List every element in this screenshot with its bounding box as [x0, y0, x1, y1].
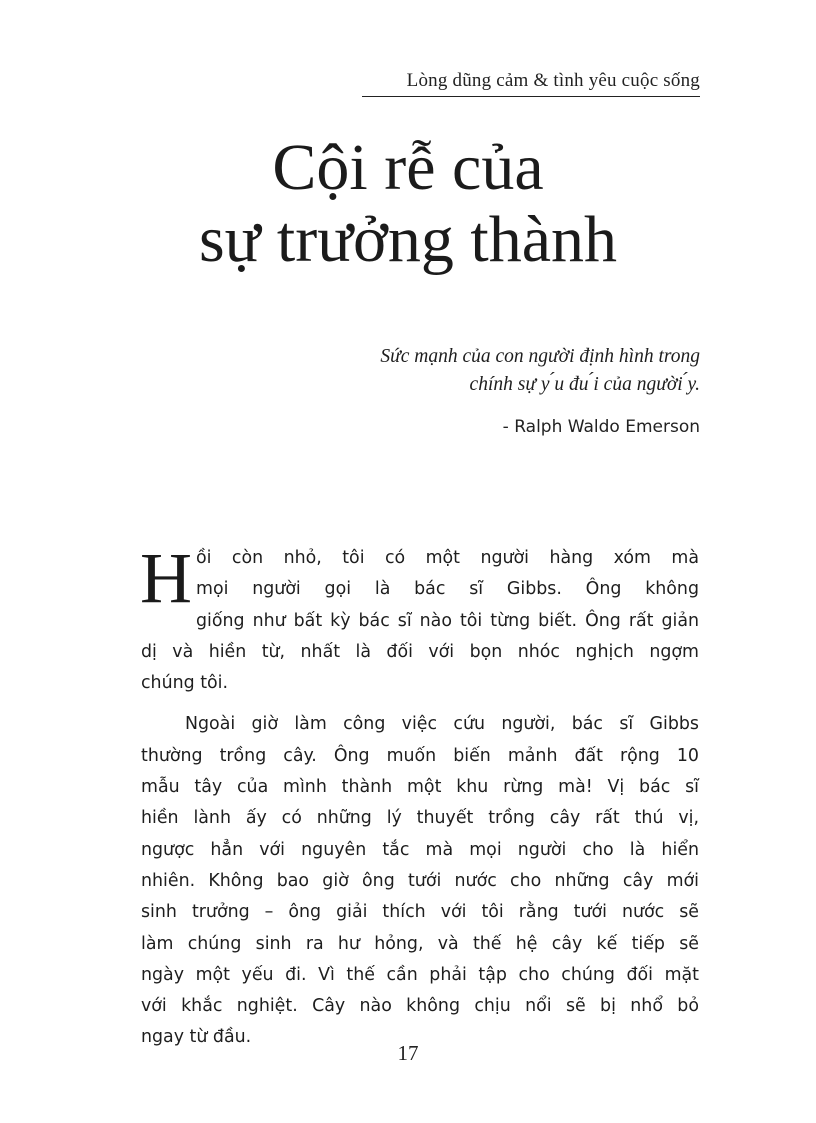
- paragraph-1-line: ồi còn nhỏ, tôi có một người hàng xóm mà: [196, 548, 699, 568]
- drop-cap: H: [140, 538, 192, 618]
- paragraph-2-line: ngày một yếu đi. Vì thế cần phải tập cho chúng đối mặt: [141, 964, 699, 985]
- running-head-rule: [362, 70, 700, 97]
- chapter-title-line-1: Cội rễ của: [272, 131, 544, 204]
- paragraph-2-line: ngay từ đầu.: [141, 1027, 252, 1048]
- body-text: [140, 538, 699, 1064]
- paragraph-1-line: giống như bất kỳ bác sĩ nào tôi từng biết. Ông rất giản: [196, 610, 699, 631]
- paragraph-2-line: nhiên. Không bao giờ ông tưới nước cho những cây mới: [141, 870, 699, 891]
- epigraph-attribution: - Ralph Waldo Emerson: [502, 417, 700, 437]
- paragraph-2-line: mẫu tây của mình thành một khu rừng mà! Vị bác sĩ: [141, 777, 699, 798]
- chapter-title: [0, 132, 816, 276]
- paragraph-2: [141, 709, 699, 1053]
- paragraph-2-line: hiền lành ấy có những lý thuyết trồng cây rất thú vị,: [141, 808, 699, 829]
- paragraph-2-line: làm chúng sinh ra hư hỏng, và thế hệ cây kế tiếp sẽ: [141, 933, 699, 954]
- paragraph-1-line: dị và hiền từ, nhất là đối với bọn nhóc nghịch ngợm: [141, 641, 699, 662]
- paragraph-1-line: chúng tôi.: [141, 673, 229, 694]
- epigraph-line-2: chính sự y ́u đu ́i của người ́y.: [469, 374, 700, 395]
- running-head: Lòng dũng cảm & tình yêu cuộc sống: [406, 70, 700, 91]
- paragraph-2-line: thường trồng cây. Ông muốn biến mảnh đất rộng 10: [141, 745, 699, 766]
- paragraph-1: [140, 538, 699, 699]
- epigraph-quote: [220, 343, 700, 399]
- paragraph-2-line: với khắc nghiệt. Cây nào không chịu nổi sẽ bị nhổ bỏ: [141, 996, 699, 1017]
- paragraph-2-line: Ngoài giờ làm công việc cứu người, bác sĩ Gibbs: [185, 714, 699, 735]
- paragraph-2-line: sinh trưởng – ông giải thích với tôi rằng tưới nước sẽ: [141, 902, 699, 923]
- paragraph-2-line: ngược hẳn với nguyên tắc mà mọi người cho là hiển: [141, 839, 699, 860]
- epigraph-line-1: Sức mạnh của con người định hình trong: [380, 346, 700, 367]
- paragraph-1-line: mọi người gọi là bác sĩ Gibbs. Ông không: [196, 579, 699, 600]
- chapter-title-line-2: sự trưởng thành: [198, 203, 618, 276]
- page-number: 17: [397, 1041, 419, 1065]
